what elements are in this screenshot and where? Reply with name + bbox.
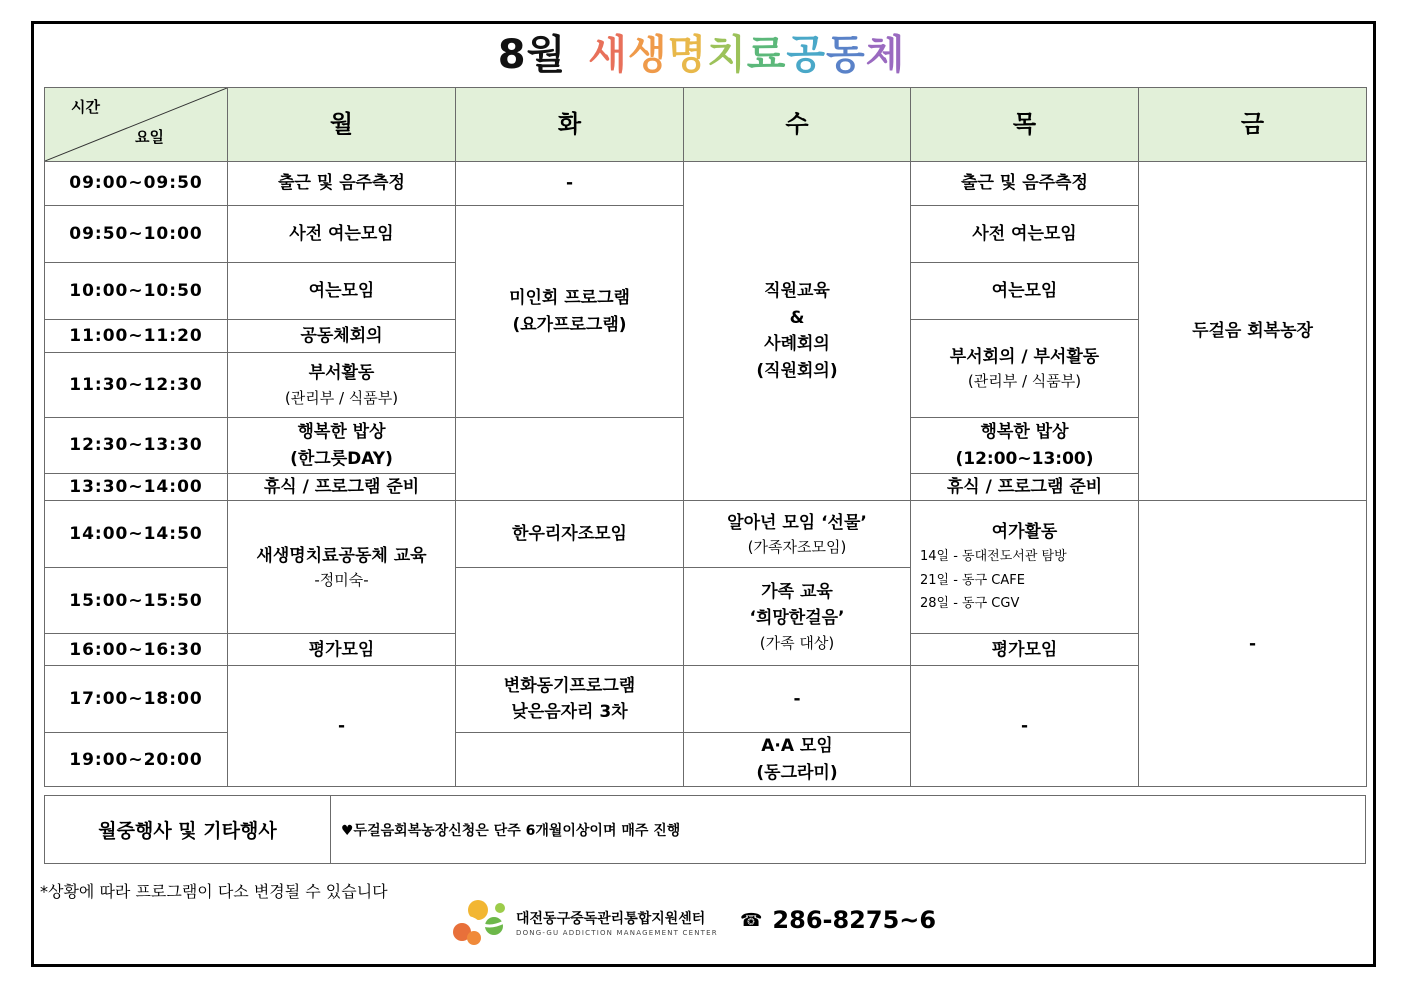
- events-label: 월중행사 및 기타행사: [45, 796, 331, 864]
- wed-amp: &: [789, 307, 805, 328]
- phone-icon: ☎: [740, 910, 763, 931]
- org-name-en: DONG-GU ADDICTION MANAGEMENT CENTER: [516, 929, 718, 937]
- wed-alanon-title: 알아넌 모임 ‘선물’: [727, 512, 867, 533]
- thu-lunch-title: 행복한 밥상: [980, 422, 1069, 443]
- time-cell: 10:00~10:50: [45, 263, 228, 320]
- thu-dept-title: 부서회의 / 부서활동: [949, 346, 1100, 367]
- wed-family-sub: (가족 대상): [759, 633, 835, 652]
- title-char: 새: [588, 32, 628, 78]
- tue-evening-empty: [456, 733, 684, 787]
- fri-afternoon: -: [1139, 501, 1367, 787]
- wed-family-program: ‘희망한걸음’: [749, 608, 845, 629]
- header-row: [45, 88, 1367, 162]
- mon-dept-title: 부서활동: [308, 363, 375, 384]
- time-cell: 15:00~15:50: [45, 568, 228, 634]
- mon-dept: [228, 353, 456, 418]
- time-cell: 09:50~10:00: [45, 206, 228, 263]
- wed-case: 사례회의: [764, 334, 830, 355]
- time-cell: 11:00~11:20: [45, 320, 228, 353]
- thu-dept: [911, 320, 1139, 418]
- mon-education: [228, 501, 456, 634]
- title-char: 치: [707, 32, 747, 78]
- tue-empty-afternoon: [456, 568, 684, 666]
- thu-opening: 여는모임: [911, 263, 1139, 320]
- tue-change-title: 변화동기프로그램: [503, 676, 636, 696]
- title-char: 체: [865, 32, 906, 78]
- mon-lunch-title: 행복한 밥상: [297, 422, 386, 443]
- mon-eval: 평가모임: [228, 634, 456, 666]
- tue-program: [456, 206, 684, 418]
- tue-program-title: 미인회 프로그램: [509, 288, 630, 309]
- time-cell: 13:30~14:00: [45, 474, 228, 501]
- corner-day-label: 요일: [135, 128, 164, 146]
- mon-opening: 여는모임: [228, 263, 456, 320]
- page-title: [0, 30, 1403, 80]
- time-cell: 11:30~12:30: [45, 353, 228, 418]
- mon-checkin: 출근 및 음주측정: [228, 162, 456, 206]
- thu-leisure-title: 여가활동: [991, 522, 1058, 543]
- mon-rest: 휴식 / 프로그램 준비: [228, 474, 456, 501]
- wed-family: [684, 568, 911, 666]
- tue-change: [456, 666, 684, 733]
- day-header-wed: 수: [684, 88, 911, 162]
- change-notice: *상황에 따라 프로그램이 다소 변경될 수 있습니다: [40, 882, 388, 901]
- day-header-fri: 금: [1139, 88, 1367, 162]
- org-logo-icon: [448, 896, 512, 948]
- header-corner: [45, 88, 228, 162]
- schedule-table: [44, 87, 1367, 787]
- thu-leisure-item: 14일 - 동대전도서관 탐방: [920, 549, 1067, 565]
- mon-evening: -: [228, 666, 456, 787]
- phone-number: [740, 906, 936, 934]
- wed-family-title: 가족 교육: [761, 581, 833, 602]
- wed-alanon: [684, 501, 911, 568]
- wed-aa-title: A·A 모임: [761, 736, 833, 757]
- title-char: 동: [826, 32, 866, 78]
- time-cell: 12:30~13:30: [45, 418, 228, 474]
- day-header-thu: 목: [911, 88, 1139, 162]
- title-char: 생: [627, 32, 668, 78]
- mon-community-meeting: 공동체회의: [228, 320, 456, 353]
- mon-dept-sub: (관리부 / 식품부): [284, 388, 399, 407]
- day-header-mon: 월: [228, 88, 456, 162]
- corner-time-label: 시간: [71, 98, 100, 116]
- mon-lunch-sub: (한그릇DAY): [290, 448, 393, 469]
- events-text: ♥두걸음회복농장신청은 단주 6개월이상이며 매주 진행: [331, 796, 1366, 864]
- org-name-kr: 대전동구중독관리통합지원센터: [516, 911, 706, 927]
- thu-lunch: [911, 418, 1139, 474]
- fri-farm: 두걸음 회복농장: [1139, 162, 1367, 501]
- wed-case-sub: (직원회의): [756, 360, 838, 381]
- thu-leisure-item: 21일 - 동구 CAFE: [920, 572, 1025, 588]
- time-cell: 09:00~09:50: [45, 162, 228, 206]
- events-table: [44, 795, 1366, 864]
- title-month: 8월: [497, 32, 567, 78]
- tue-change-sub: 낮은음자리 3차: [511, 702, 628, 723]
- tue-selfhelp: 한우리자조모임: [456, 501, 684, 568]
- thu-evening: -: [911, 666, 1139, 787]
- thu-leisure: [911, 501, 1139, 634]
- mon-education-instructor: -정미숙-: [314, 570, 369, 589]
- wed-aa-sub: (동그라미): [756, 762, 838, 783]
- time-cell: 14:00~14:50: [45, 501, 228, 568]
- time-cell: 16:00~16:30: [45, 634, 228, 666]
- thu-leisure-item: 28일 - 동구 CGV: [920, 596, 1020, 612]
- mon-lunch: [228, 418, 456, 474]
- title-char: 공: [786, 32, 827, 78]
- thu-rest: 휴식 / 프로그램 준비: [911, 474, 1139, 501]
- wed-staff-education: [684, 162, 911, 501]
- thu-checkin: 출근 및 음주측정: [911, 162, 1139, 206]
- wed-staff: 직원교육: [764, 281, 830, 302]
- thu-leisure-list: [911, 545, 1138, 615]
- wed-aa: [684, 733, 911, 787]
- wed-alanon-sub: (가족자조모임): [747, 537, 847, 556]
- time-cell: 17:00~18:00: [45, 666, 228, 733]
- mon-pre-meeting: 사전 여는모임: [228, 206, 456, 263]
- title-char: 료: [746, 32, 787, 78]
- phone-text: 286-8275~6: [772, 906, 937, 934]
- day-header-tue: 화: [456, 88, 684, 162]
- time-cell: 19:00~20:00: [45, 733, 228, 787]
- tue-empty: [456, 418, 684, 501]
- thu-pre-meeting: 사전 여는모임: [911, 206, 1139, 263]
- tue-program-sub: (요가프로그램): [512, 314, 627, 335]
- thu-dept-sub: (관리부 / 식품부): [967, 372, 1082, 391]
- tue-first: -: [456, 162, 684, 206]
- wed-evening-dash: -: [684, 666, 911, 733]
- thu-eval: 평가모임: [911, 634, 1139, 666]
- thu-lunch-time: (12:00~13:00): [955, 448, 1094, 469]
- title-char: 명: [667, 32, 708, 78]
- mon-education-title: 새생명치료공동체 교육: [256, 545, 427, 566]
